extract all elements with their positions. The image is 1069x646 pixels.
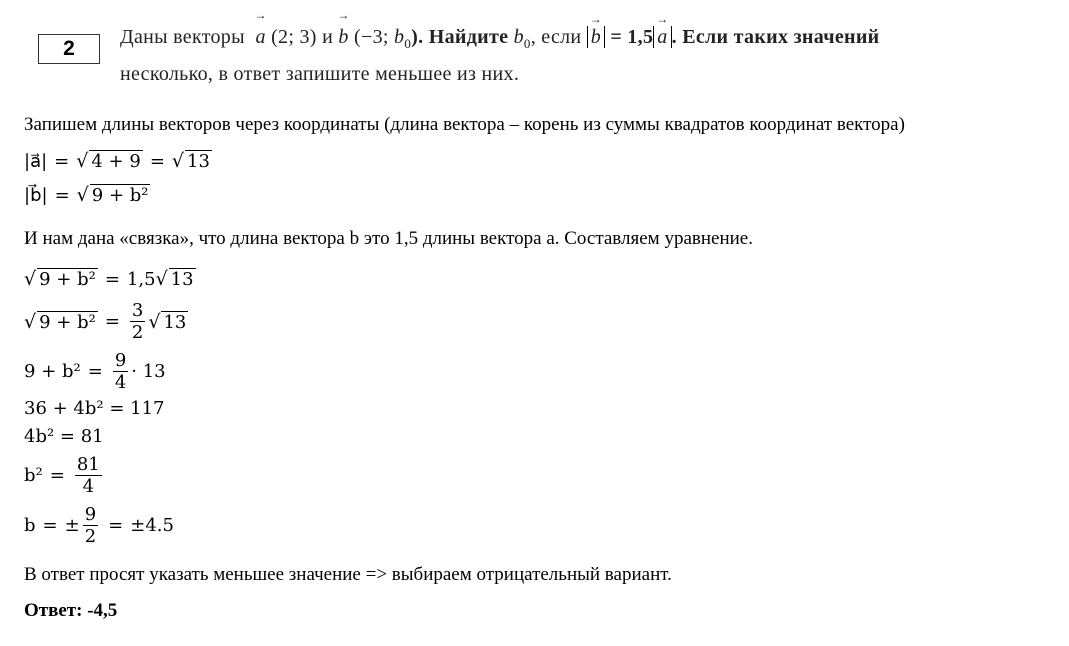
radicand-9-plus-b2: 9 + b²: [91, 185, 149, 206]
b0-letter-2: b: [513, 26, 524, 48]
abs-a: [653, 26, 671, 48]
eq7-den: 2: [84, 526, 97, 547]
equation-5: 4b² = 81: [24, 426, 104, 447]
problem-number: 2: [38, 34, 100, 64]
eq2-radicand: 9 + b²: [39, 311, 96, 333]
eq3-num: 9: [114, 350, 127, 371]
vector-a: → a: [255, 22, 265, 52]
eq6-lhs: b²: [24, 465, 43, 486]
problem-text: [120, 22, 1050, 89]
eq3-lhs: 9 + b²: [24, 361, 81, 382]
eq7-fraction: [83, 504, 98, 547]
sqrt-13: √ 13: [171, 150, 210, 172]
eq7-lhs: b: [24, 515, 36, 536]
eq3-rhs: · 13: [131, 361, 166, 382]
if-word: , если: [530, 26, 582, 48]
equation-1: √ 9 + b² = 1,5 √ 13: [24, 268, 194, 290]
equation-len-b: |b⃗| = √ 9 + b²: [24, 184, 149, 206]
eq2-rhs-sqrt: √ 13: [148, 310, 187, 333]
eq3-fraction: [113, 350, 128, 393]
conclusion-text: В ответ просят указать меньшее значение => выбираем отрицательный вариант.: [24, 564, 672, 585]
problem-statement: [38, 18, 1048, 85]
vector-a-coords: (2; 3): [271, 26, 317, 48]
eq2-den: 2: [131, 322, 144, 343]
sqrt-4-plus-9: √ 4 + 9: [76, 150, 141, 172]
len-a-lhs: |a⃗|: [24, 150, 48, 172]
b0-subscript: 0: [404, 36, 412, 51]
problem-line-2: несколько, в ответ запишите меньшее из них.: [120, 63, 520, 85]
eq6-num: 81: [76, 454, 100, 475]
eq2-fraction: [130, 300, 145, 343]
equation-4: 36 + 4b² = 117: [24, 398, 165, 419]
b0-subscript-2: 0: [523, 36, 531, 51]
vector-b: → b: [338, 22, 348, 52]
relation-text: И нам дана «связка», что длина вектора b это 1,5 длины вектора a. Составляем уравнение.: [24, 228, 753, 249]
eq2-sqrt: √ 9 + b²: [24, 310, 96, 333]
b0-letter: b: [394, 26, 405, 48]
equation-6: b² = $\frac{81}{4}$: [24, 454, 100, 497]
eq6-den: 4: [82, 476, 95, 497]
problem-line-1: [120, 22, 1050, 59]
problem-text-start: Даны векторы: [120, 26, 245, 48]
conjunction-and: и: [322, 26, 334, 48]
coefficient: = 1,5: [610, 26, 654, 48]
len-b-lhs: |b⃗|: [24, 184, 48, 206]
eq1-radicand: 9 + b²: [39, 269, 96, 290]
equation-2: √ 9 + b² = $\frac{3}{2}$ √ 13: [24, 300, 187, 343]
eq7-num: 9: [84, 504, 97, 525]
find-word: Найдите: [428, 26, 509, 48]
eq1-rhs-radicand: 13: [170, 269, 194, 290]
radicand-13: 13: [187, 151, 210, 172]
eq1-coef: 1,5: [126, 268, 156, 290]
vector-b-coords-prefix: (−3;: [354, 26, 395, 48]
eq1-sqrt: √ 9 + b²: [24, 268, 96, 290]
eq7-rhs: ±4.5: [130, 515, 174, 536]
eq2-rhs-radicand: 13: [163, 311, 187, 333]
abs-a-vec: → a: [657, 26, 667, 48]
abs-b: [587, 26, 605, 48]
equation-3: 9 + b² = $\frac{9}{4}$ · 13: [24, 350, 166, 393]
eq7-pm: ±: [64, 515, 80, 536]
abs-b-vec: → b: [591, 26, 601, 48]
eq6-fraction: [75, 454, 102, 497]
equation-len-a: |a⃗| = √ 4 + 9 = √ 13: [24, 150, 210, 172]
vector-b-coords-suffix: ).: [411, 26, 424, 48]
problem-line-1-end: . Если таких значений: [671, 26, 880, 48]
solution-intro: Запишем длины векторов через координаты (длина вектора – корень из суммы квадратов координат вектора): [24, 114, 905, 135]
sqrt-9-plus-b2: √ 9 + b²: [76, 184, 149, 206]
equation-7: b = ± $\frac{9}{2}$ = ±4.5: [24, 504, 174, 547]
eq3-den: 4: [114, 372, 127, 393]
eq2-num: 3: [131, 300, 144, 321]
answer-text: Ответ: -4,5: [24, 600, 118, 621]
radicand-4-plus-9: 4 + 9: [91, 151, 141, 172]
eq1-rhs-sqrt: √ 13: [155, 268, 194, 290]
